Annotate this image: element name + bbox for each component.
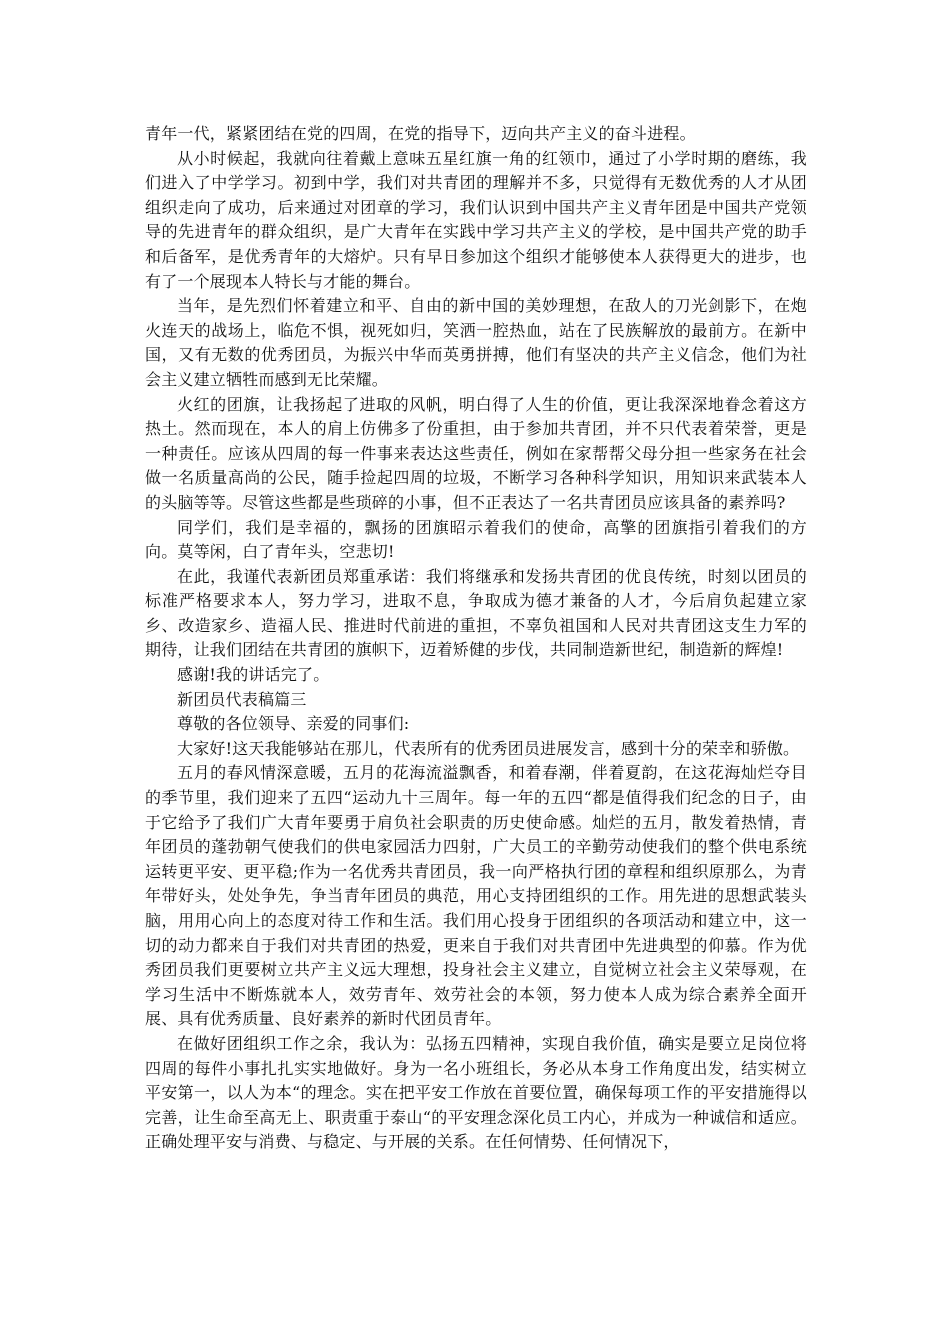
- paragraph-10: 大家好!这天我能够站在那儿，代表所有的优秀团员进展发言，感到十分的荣幸和骄傲。: [177, 738, 800, 758]
- paragraph-6: 在此，我谨代表新团员郑重承诺：我们将继承和发扬共青团的优良传统，时刻以团员的标准严格要求本人，努力学习，进取不息，争取成为德才兼备的人才，今后肩负起建立家乡、改造家乡、造福人民、推进时代前进的重担，不辜负祖国和人民对共青团这支生力军的期待，让我们团结在共青团的旗帜下，迈着矫健的步伐，共同制造新世纪，制造新的辉煌!: [145, 566, 807, 660]
- paragraph-4: 火红的团旗，让我扬起了进取的风帆，明白得了人生的价值，更让我深深地眷念着这方热土。然而现在，本人的肩上仿佛多了份重担，由于参加共青团，并不只代表着荣誉，更是一种责任。应该从四周的每一件事来表达这些责任，例如在家帮帮父母分担一些家务在社会做一名质量高尚的公民，随手捡起四周的垃圾，不断学习各种科学知识，用知识来武装本人的头脑等等。尽管这些都是些琐碎的小事，但不正表达了一名共青团员应该具备的素养吗?: [145, 394, 807, 512]
- document-page: [145, 122, 807, 1155]
- paragraph-2: 从小时候起，我就向往着戴上意味五星红旗一角的红领巾，通过了小学时期的磨练，我们进入了中学学习。初到中学，我们对共青团的理解并不多，只觉得有无数优秀的人才从团组织走向了成功，后来通过对团章的学习，我们认识到中国共产主义青年团是中国共产党领导的先进青年的群众组织，是广大青年在实践中学习共产主义的学校，是中国共产党的助手和后备军，是优秀青年的大熔炉。只有早日参加这个组织才能够使本人获得更大的进步，也有了一个展现本人特长与才能的舞台。: [145, 148, 807, 291]
- paragraph-5: 同学们，我们是幸福的，飘扬的团旗昭示着我们的使命，高擎的团旗指引着我们的方向。莫等闲，白了青年头，空悲切!: [145, 517, 807, 562]
- paragraph-7: 感谢!我的讲话完了。: [177, 665, 330, 685]
- paragraph-3: 当年，是先烈们怀着建立和平、自由的新中国的美妙理想，在敌人的刀光剑影下，在炮火连天的战场上，临危不惧，视死如归，笑洒一腔热血，站在了民族解放的最前方。在新中国，又有无数的优秀团员，为振兴中华而英勇拼搏，他们有坚决的共产主义信念，他们为社会主义建立牺牲而感到无比荣耀。: [145, 296, 807, 389]
- paragraph-11: 五月的春风情深意暖，五月的花海流溢飘香，和着春潮，伴着夏韵，在这花海灿烂夺目的季节里，我们迎来了五四“运动九十三周年。每一年的五四“都是值得我们纪念的日子，由于它给予了我们广大青年要勇于肩负社会职责的历史使命感。灿烂的五月，散发着热情，青年团员的蓬勃朝气使我们的供电家园活力四射，广大员工的辛勤劳动使我们的整个供电系统运转更平安、更平稳;作为一名优秀共青团员，我一向严格执行团的章程和组织原那么，为青年带好头，处处争先，争当青年团员的典范，用心支持团组织的工作。用先进的思想武装头脑，用用心向上的态度对待工作和生活。我们用心投身于团组织的各项活动和建立中，这一切的动力都来自于我们对共青团的热爱，更来自于我们对共青团中先进典型的仰慕。作为优秀团员我们更要树立共产主义远大理想，投身社会主义建立，自觉树立社会主义荣辱观，在学习生活中不断炼就本人，效劳青年、效劳社会的本领，努力使本人成为综合素养全面开展、具有优秀质量、良好素养的新时代团员青年。: [145, 763, 807, 1029]
- paragraph-12: 在做好团组织工作之余，我认为：弘扬五四精神，实现自我价值，确实是要立足岗位将四周的每件小事扎扎实实地做好。身为一名小班组长，务必从本身工作角度出发，结实树立平安第一，以人为本“的理念。实在把平安工作放在首要位置，确保每项工作的平安措施得以完善，让生命至高无上、职责重于泰山“的平安理念深化员工内心，并成为一种诚信和适应。正确处理平安与消费、与稳定、与开展的关系。在任何情势、任何情况下，: [145, 1033, 807, 1152]
- paragraph-1: 青年一代，紧紧团结在党的四周，在党的指导下，迈向共产主义的奋斗进程。: [145, 124, 696, 143]
- section-heading: 新团员代表稿篇三: [177, 689, 307, 709]
- salutation: 尊敬的各位领导、亲爱的同事们:: [177, 714, 410, 734]
